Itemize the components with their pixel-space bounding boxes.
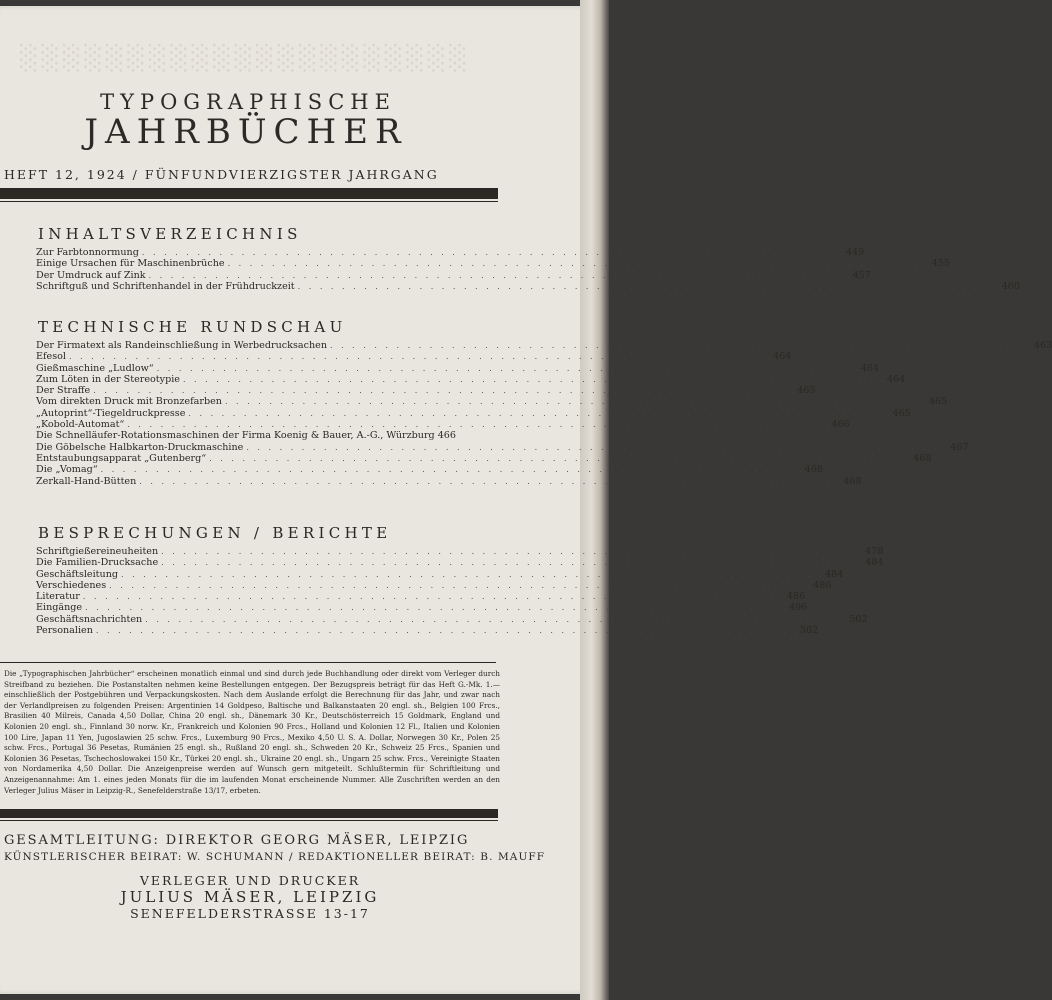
toc-entry <box>36 269 871 281</box>
toc-entry-title: Vom direkten Druck mit Bronzefarben <box>36 396 222 408</box>
toc-leader-dots: . . . . . . . . . . . . . . . . . . . . . . . . . . . . . . . . . . . . . . . . . . . . . . . . . . . . . . . . . . . . . . . . <box>139 476 844 486</box>
credits-rule-thin <box>0 820 498 821</box>
toc-leader-dots: . . . . . . . . . . . . . . . . . . . . . . . . . . . . . . . . . . . . . . . . . . . . . . . . . . . . . . . . . . . . . . . . <box>82 592 787 602</box>
toc-leader-dots: . . . . . . . . . . . . . . . . . . . . . . . . . . . . . . . . . . . . . . . . . . . . . . . . . . . . . . . . . . . . . . . . <box>85 603 790 613</box>
toc-entry-page: 464 <box>886 373 906 385</box>
subscription-fine-print: Die „Typographischen Jahrbücher“ erscheinen monatlich einmal und sind durch jede Buchhandlung oder direkt vom Verleger durch Streifband zu beziehen. Die Postanstalten nehmen keine Bestellungen entgegen. Der Bezugspreis beträgt für das Heft G.-Mk. 1.— einschließlich der Postgebühren und Verpackungskosten. Nach dem Auslande erfolgt die Berechnung für das Jahr, und zwar nach der Verlandlpreisen zu folgenden Preisen: Argentinien 14 Goldpeso, Baltische und Balkanstaaten 20 engl. sh., Belgien 100 Frcs., Brasilien 40 Milreis, Canada 4,50 Dollar, China 20 engl. sh., Dänemark 30 Kr., Deutschösterreich 15 Goldmark, England und Kolonien 20 engl. sh., Finnland 30 norw. Kr., Frankreich und Kolonien 90 Frcs., Holland und Kolonien 12 Fl., Italien und Kolonien 100 Lire, Japan 11 Yen, Jugoslawien 25 schw. Frcs., Luxemburg 90 Frcs., Mexiko 4,50 U. S. A. Dollar, Norwegen 30 Kr., Polen 25 schw. Frcs., Portugal 36 Pesetas, Rumänien 25 engl. sh., Rußland 20 engl. sh., Schweden 20 Kr., Schweiz 25 Frcs., Spanien und Kolonien 36 Pesetas, Tschechoslowakei 150 Kr., Türkei 20 engl. sh., Ukraine 20 engl. sh., Ungarn 25 schw. Frcs., Vereinigte Staaten von Nordamerika 4,50 Dollar. Die Anzeigenpreise werden auf Wunsch gern mitgeteilt. Schlußtermin für Schriftleitung und Anzeigenannahme: Am 1. eines jeden Monats für die im laufenden Monat erscheinende Nummer. Alle Zuschriften werden an den Verleger Julius Mäser in Leipzig-R., Senefelderstraße 13/17, erbeten. <box>4 669 500 795</box>
toc-entry-page: 484 <box>865 557 884 569</box>
toc-entry-page: 465 <box>892 407 911 419</box>
magazine-title-line2: JAHRBÜCHER <box>84 112 408 152</box>
toc-entry <box>36 340 1052 351</box>
toc-leader-dots: . . . . . . . . . . . . . . . . . . . . . . . . . . . . . . . . . . . . . . . . . . . . . . . . . . . . . . . . . . . . . . . . <box>93 386 798 396</box>
toc-entry-page: 468 <box>843 475 862 487</box>
toc-entry-page: 466 <box>831 419 850 431</box>
fine-print-rule-top <box>0 662 496 663</box>
toc-entry <box>36 258 950 270</box>
toc-leader-dots: . . . . . . . . . . . . . . . . . . . . . . . . . . . . . . . . . . . . . . . . . . . . . . . . . . . . . . . . . . . . . . . . <box>148 270 853 280</box>
toc-leader-dots: . . . . . . . . . . . . . . . . . . . . . . . . . . . . . . . . . . . . . . . . . . . . . . . . . . . . . . . . . . . . . . . . <box>297 281 1002 291</box>
toc-entry-title: Die „Vomag“ <box>36 464 98 476</box>
section-title-technische-rundschau: TECHNISCHE RUNDSCHAU <box>38 318 347 336</box>
toc-entry-title: Der Straffe <box>36 385 91 397</box>
toc-entry-page: 468 <box>913 452 932 464</box>
toc-entry <box>36 362 879 374</box>
toc-leader-dots: . . . . . . . . . . . . . . . . . . . . . . . . . . . . . . . . . . . . . . . . . . . . . . . . . . . . . . . . . . . . . . . . <box>182 374 887 384</box>
toc-entry <box>36 579 832 591</box>
toc-entry <box>36 373 906 385</box>
toc-entry <box>36 464 823 476</box>
toc-leader-dots: . . . . . . . . . . . . . . . . . . . . . . . . . . . . . . . . . . . . . . . . . . . . . . . . . . . . . . . . . . . . . . . . <box>141 248 846 257</box>
toc-entry <box>36 407 911 419</box>
toc-leader-dots: . . . . . . . . . . . . . . . . . . . . . . . . . . . . . . . . . . . . . . . . . . . . . . . . . . . . . . . . . . . . . . . . <box>95 626 800 636</box>
section-title-besprechungen: BESPRECHUNGEN / BERICHTE <box>38 524 392 542</box>
toc-entry-title: „Autoprint“-Tiegeldruckpresse <box>36 407 186 419</box>
book-spine <box>580 0 609 1000</box>
toc-besprechungen <box>36 546 884 637</box>
toc-entry-page: 484 <box>825 568 844 580</box>
toc-entry-title: Zum Löten in der Stereotypie <box>36 373 180 385</box>
toc-leader-dots: . . . . . . . . . . . . . . . . . . . . . . . . . . . . . . . . . . . . . . . . . . . . . . . . . . . . . . . . . . . . . . . . <box>145 614 850 624</box>
toc-entry-title: Die Schnelläufer-Rotationsmaschinen der Firma Koenig & Bauer, A.-G., Würzburg <box>36 430 435 442</box>
toc-entry-page: 502 <box>849 613 868 625</box>
toc-entry-title: Gießmaschine „Ludlow“ <box>36 362 154 374</box>
toc-leader-dots: . . . . . . . . . . . . . . . . . . . . . . . . . . . . . . . . . . . . . . . . . . . . . . . . . . . . . . . . . . . . . . . . <box>161 547 866 556</box>
issue-line: HEFT 12, 1924 / FÜNFUNDVIERZIGSTER JAHRGANG <box>4 167 439 182</box>
toc-entry-page: 464 <box>860 362 879 374</box>
toc-inhaltsverzeichnis <box>36 247 1020 292</box>
toc-entry-title: Die Göbelsche Halbkarton-Druckmaschine <box>36 441 244 453</box>
section-title-inhaltsverzeichnis: INHALTSVERZEICHNIS <box>38 225 302 243</box>
credits-rule-thick <box>0 809 498 818</box>
toc-entry-page: 465 <box>797 385 816 397</box>
toc-leader-dots: . . . . . . . . . . . . . . . . . . . . . . . . . . . . . . . . . . . . . . . . . . . . . . . . . . . . . . . . . . . . . . . . <box>161 558 866 568</box>
publisher-line1: VERLEGER UND DRUCKER <box>139 873 361 888</box>
toc-entry-title: Eingänge <box>36 602 83 614</box>
toc-leader-dots: . . . . . . . . . . . . . . . . . . . . . . . . . . . . . . . . . . . . . . . . . . . . . . . . . . . . . . . . . . . . . . . . <box>330 341 1034 350</box>
toc-entry-page: 449 <box>845 247 865 258</box>
toc-technische-rundschau <box>36 340 1052 487</box>
toc-entry-title: Schriftguß und Schriftenhandel in der Frühdruckzeit <box>36 280 295 292</box>
toc-entry-page: 468 <box>804 464 823 476</box>
toc-entry <box>36 441 969 453</box>
toc-leader-dots: . . . . . . . . . . . . . . . . . . . . . . . . . . . . . . . . . . . . . . . . . . . . . . . . . . . . . . . . . . . . . . . . <box>246 442 951 452</box>
toc-entry <box>36 452 932 464</box>
toc-entry <box>36 351 792 363</box>
toc-entry-title: Verschiedenes <box>36 579 107 591</box>
toc-entry <box>36 385 816 397</box>
toc-entry <box>36 557 884 569</box>
toc-entry-page: 486 <box>813 579 832 591</box>
toc-entry-title: „Kobold-Automat“ <box>36 419 125 431</box>
toc-entry <box>36 568 844 580</box>
publisher-address: SENEFELDERSTRASSE 13-17 <box>130 906 370 921</box>
magazine-title-line1: TYPOGRAPHISCHE <box>100 90 396 114</box>
toc-leader-dots: . . . . . . . . . . . . . . . . . . . . . . . . . . . . . . . . . . . . . . . . . . . . . . . . . . . . . . . . . . . . . . . . <box>209 453 914 463</box>
toc-entry <box>36 430 456 442</box>
header-rule-thick <box>0 188 498 199</box>
toc-entry-page: 466 <box>437 430 456 442</box>
toc-leader-dots: . . . . . . . . . . . . . . . . . . . . . . . . . . . . . . . . . . . . . . . . . . . . . . . . . . . . . . . . . . . . . . . . <box>188 408 893 418</box>
toc-entry-title: Zerkall-Hand-Bütten <box>36 475 137 487</box>
toc-entry-page: 465 <box>928 396 948 408</box>
toc-entry-page: 464 <box>772 351 792 363</box>
toc-entry <box>36 625 819 637</box>
toc-entry <box>36 396 948 408</box>
toc-entry-page: 460 <box>1001 280 1020 292</box>
toc-entry-title: Einige Ursachen für Maschinenbrüche <box>36 258 225 270</box>
credit-beirat: KÜNSTLERISCHER BEIRAT: W. SCHUMANN / REDAKTIONELLER BEIRAT: B. MAUFF <box>4 851 546 863</box>
toc-leader-dots: . . . . . . . . . . . . . . . . . . . . . . . . . . . . . . . . . . . . . . . . . . . . . . . . . . . . . . . . . . . . . . . . <box>100 465 805 475</box>
toc-leader-dots: . . . . . . . . . . . . . . . . . . . . . . . . . . . . . . . . . . . . . . . . . . . . . . . . . . . . . . . . . . . . . . . . <box>227 259 932 269</box>
toc-entry-title: Efesol <box>36 351 66 363</box>
toc-entry-title: Geschäftsnachrichten <box>36 613 143 625</box>
toc-leader-dots: . . . . . . . . . . . . . . . . . . . . . . . . . . . . . . . . . . . . . . . . . . . . . . . . . . . . . . . . . . . . . . . . <box>156 363 861 373</box>
toc-entry-page: 467 <box>950 441 969 453</box>
bleed-through-shadow: ░░░░░░░░░░░░░░░░░░░░░ <box>20 44 471 72</box>
toc-entry-title: Zur Farbtonnormung <box>36 247 139 258</box>
toc-entry-title: Literatur <box>36 591 80 603</box>
toc-entry-page: 457 <box>852 269 871 281</box>
toc-entry-page: 496 <box>789 602 808 614</box>
toc-entry-title: Entstaubungsapparat „Gutenberg“ <box>36 452 207 464</box>
toc-leader-dots: . . . . . . . . . . . . . . . . . . . . . . . . . . . . . . . . . . . . . . . . . . . . . . . . . . . . . . . . . . . . . . . . <box>127 420 832 430</box>
toc-leader-dots: . . . . . . . . . . . . . . . . . . . . . . . . . . . . . . . . . . . . . . . . . . . . . . . . . . . . . . . . . . . . . . . . <box>109 580 814 590</box>
toc-entry <box>36 602 808 614</box>
credit-gesamtleitung: GESAMTLEITUNG: DIREKTOR GEORG MÄSER, LEIPZIG <box>4 833 470 848</box>
publisher-name: JULIUS MÄSER, LEIPZIG <box>120 888 380 906</box>
toc-entry <box>36 546 884 557</box>
header-rule-thin <box>0 201 498 202</box>
toc-entry <box>36 613 868 625</box>
toc-entry-title: Personalien <box>36 625 93 637</box>
toc-entry-page: 463 <box>1033 340 1052 351</box>
toc-entry-title: Die Familien-Drucksache <box>36 557 159 569</box>
toc-entry-title: Schriftgießereineuheiten <box>36 546 159 557</box>
toc-entry-page: 478 <box>865 546 884 557</box>
toc-entry <box>36 591 806 603</box>
toc-entry-page: 502 <box>799 625 819 637</box>
toc-entry <box>36 419 850 431</box>
toc-entry <box>36 475 862 487</box>
toc-entry-title: Geschäftsleitung <box>36 568 119 580</box>
toc-entry <box>36 280 1020 292</box>
toc-leader-dots: . . . . . . . . . . . . . . . . . . . . . . . . . . . . . . . . . . . . . . . . . . . . . . . . . . . . . . . . . . . . . . . . <box>121 569 826 579</box>
toc-entry-title: Der Umdruck auf Zink <box>36 269 146 281</box>
toc-entry <box>36 247 865 258</box>
toc-leader-dots: . . . . . . . . . . . . . . . . . . . . . . . . . . . . . . . . . . . . . . . . . . . . . . . . . . . . . . . . . . . . . . . . <box>69 352 773 362</box>
toc-entry-page: 455 <box>931 258 950 270</box>
toc-entry-page: 486 <box>786 591 806 603</box>
toc-leader-dots: . . . . . . . . . . . . . . . . . . . . . . . . . . . . . . . . . . . . . . . . . . . . . . . . . . . . . . . . . . . . . . . . <box>224 397 929 407</box>
toc-entry-title: Der Firmatext als Randeinschließung in Werbedrucksachen <box>36 340 327 351</box>
